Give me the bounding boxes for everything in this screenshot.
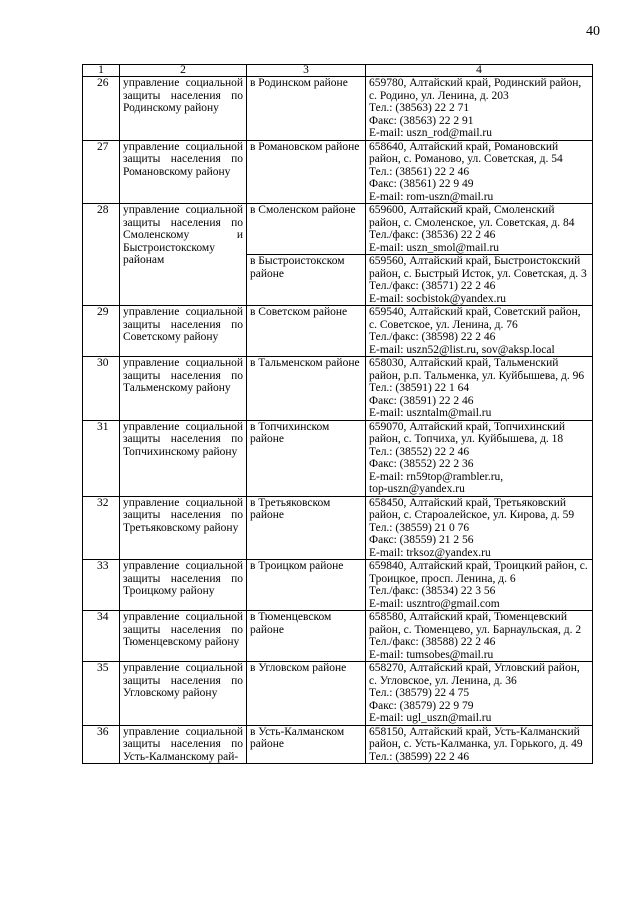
header-cell-1: 1 — [83, 65, 120, 77]
contact-line: Факс: (38552) 22 2 36 — [369, 458, 474, 470]
page-number: 40 — [586, 24, 600, 39]
contact-details — [366, 140, 593, 204]
organization-name: управление социальной защиты населения по Третьяковскому району — [120, 496, 247, 560]
contact-details — [366, 255, 593, 306]
row-number: 33 — [83, 560, 120, 611]
table-row — [83, 560, 593, 611]
organization-name: управление социальной защиты населения по Угловскому району — [120, 662, 247, 726]
organization-name: управление социальной защиты населения по Смоленскому и Быстроистокскому районам — [120, 204, 247, 306]
organization-name: управление социальной защиты населения по Троицкому району — [120, 560, 247, 611]
organization-name: управление социальной защиты населения по Тальменскому району — [120, 357, 247, 421]
contact-line: 658030, Алтайский край, Тальменский район, р.п. Тальменка, ул. Куйбышева, д. 96 — [369, 357, 585, 382]
contact-details — [366, 204, 593, 255]
contact-line: Тел.: (38579) 22 4 75 — [369, 687, 470, 699]
contact-line: E-mail: tumsobes@mail.ru — [369, 648, 494, 661]
organization-name: управление социальной защиты населения по Усть-Калманскому рай- — [120, 725, 247, 764]
contact-details — [366, 357, 593, 421]
contact-line: top-uszn@yandex.ru — [369, 483, 465, 495]
table-row — [83, 662, 593, 726]
contact-line: Тел.: (38591) 22 1 64 — [369, 382, 470, 394]
row-number: 30 — [83, 357, 120, 421]
contact-line: Тел.: (38552) 22 2 46 — [369, 445, 470, 458]
contact-line: Тел.: (38563) 22 2 71 — [369, 102, 470, 114]
organization-name: управление социальной защиты населения по Родинскому району — [120, 77, 247, 141]
contact-line: 659600, Алтайский край, Смоленский район, с. Смоленское, ул. Советская, д. 84 — [369, 204, 575, 229]
contact-line: 658270, Алтайский край, Угловский район, с. Угловское, ул. Ленина, д. 36 — [369, 662, 580, 687]
table-row — [83, 357, 593, 421]
contact-details — [366, 725, 593, 764]
header-cell-3: 3 — [247, 65, 366, 77]
row-number: 28 — [83, 204, 120, 306]
contact-line: Тел.: (38561) 22 2 46 — [369, 165, 470, 178]
contact-line: 659070, Алтайский край, Топчихинский район, с. Топчиха, ул. Куйбышева, д. 18 — [369, 420, 565, 445]
contact-line: E-mail: socbistok@yandex.ru — [369, 292, 507, 305]
district-name: в Романовском районе — [247, 140, 366, 204]
table-row — [83, 306, 593, 357]
row-number: 35 — [83, 662, 120, 726]
row-number: 32 — [83, 496, 120, 560]
district-name: в Усть-Калманском районе — [247, 725, 366, 764]
contact-line: 658450, Алтайский край, Третьяковский район, с. Староалейское, ул. Кирова, д. 59 — [369, 496, 575, 521]
contact-line: Тел.: (38599) 22 2 46 — [369, 750, 470, 763]
contact-line: Тел./факс: (38536) 22 2 46 — [369, 229, 496, 241]
contact-line: E-mail: uszn_rod@mail.ru — [369, 127, 493, 139]
contact-details — [366, 77, 593, 141]
contact-line: Факс: (38579) 22 9 79 — [369, 699, 474, 712]
table-row — [83, 725, 593, 764]
contact-line: Факс: (38559) 21 2 56 — [369, 534, 474, 546]
row-number: 26 — [83, 77, 120, 141]
contact-details — [366, 611, 593, 662]
contact-line: 659840, Алтайский край, Троицкий район, с. Троицкое, просп. Ленина, д. 6 — [369, 560, 588, 585]
organization-name: управление социальной защиты населения по Тюменцевскому району — [120, 611, 247, 662]
institutions-table — [82, 64, 593, 764]
district-name: в Смоленском районе — [247, 204, 366, 255]
district-name: в Тюменцевском районе — [247, 611, 366, 662]
contact-details — [366, 420, 593, 496]
district-name: в Угловском районе — [247, 662, 366, 726]
contact-line: E-mail: rn59top@rambler.ru, — [369, 470, 504, 483]
row-number: 27 — [83, 140, 120, 204]
contact-details — [366, 662, 593, 726]
contact-line: Факс: (38561) 22 9 49 — [369, 178, 474, 190]
district-name: в Быстроистокском районе — [247, 255, 366, 306]
contact-line: E-mail: uszn52@list.ru, sov@aksp.local — [369, 343, 555, 356]
contact-line: 658150, Алтайский край, Усть-Калманский район, с. Усть-Калманка, ул. Горького, д. 49 — [369, 725, 583, 750]
contact-line: Тел./факс: (38534) 22 3 56 — [369, 585, 496, 597]
contact-line: E-mail: uszntro@gmail.com — [369, 597, 500, 610]
contact-line: 659560, Алтайский край, Быстроистокский район, с. Быстрый Исток, ул. Советская, д. 3 — [369, 255, 587, 280]
contact-line: Тел.: (38559) 21 0 76 — [369, 521, 470, 534]
contact-line: Факс: (38563) 22 2 91 — [369, 114, 474, 127]
contact-line: 659540, Алтайский край, Советский район, с. Советское, ул. Ленина, д. 76 — [369, 306, 581, 331]
organization-name: управление социальной защиты населения по Советскому району — [120, 306, 247, 357]
district-name: в Третьяковском районе — [247, 496, 366, 560]
row-number: 36 — [83, 725, 120, 764]
contact-details — [366, 560, 593, 611]
district-name: в Советском районе — [247, 306, 366, 357]
district-name: в Топчихинском районе — [247, 420, 366, 496]
contact-line: E-mail: uszn_smol@mail.ru — [369, 241, 500, 254]
contact-line: 658640, Алтайский край, Романовский район, с. Романово, ул. Советская, д. 54 — [369, 140, 563, 165]
contact-line: E-mail: trksoz@yandex.ru — [369, 546, 491, 559]
table-row — [83, 611, 593, 662]
table-row — [83, 140, 593, 204]
organization-name: управление социальной защиты населения по Романовскому району — [120, 140, 247, 204]
row-number: 34 — [83, 611, 120, 662]
contact-line: 659780, Алтайский край, Родинский район, с. Родино, ул. Ленина, д. 203 — [369, 77, 582, 102]
district-name: в Троицком районе — [247, 560, 366, 611]
organization-name: управление социальной защиты населения по Топчихинскому району — [120, 420, 247, 496]
contact-details — [366, 496, 593, 560]
header-cell-4: 4 — [366, 65, 593, 77]
contact-line: Тел./факс: (38598) 22 2 46 — [369, 331, 496, 343]
row-number: 31 — [83, 420, 120, 496]
contact-line: E-mail: ugl_uszn@mail.ru — [369, 712, 492, 724]
table-row — [83, 77, 593, 141]
district-name: в Родинском районе — [247, 77, 366, 141]
table-row — [83, 204, 593, 255]
header-row — [83, 65, 593, 77]
contact-line: E-mail: rom-uszn@mail.ru — [369, 190, 494, 203]
table-row — [83, 496, 593, 560]
row-number: 29 — [83, 306, 120, 357]
header-cell-2: 2 — [120, 65, 247, 77]
contact-line: Факс: (38591) 22 2 46 — [369, 394, 474, 407]
contact-details — [366, 306, 593, 357]
contact-line: E-mail: uszntalm@mail.ru — [369, 407, 492, 419]
contact-line: Тел./факс: (38571) 22 2 46 — [369, 280, 496, 292]
table-row — [83, 420, 593, 496]
contact-line: Тел./факс: (38588) 22 2 46 — [369, 636, 496, 648]
district-name: в Тальменском районе — [247, 357, 366, 421]
contact-line: 658580, Алтайский край, Тюменцевский район, с. Тюменцево, ул. Барнаульская, д. 2 — [369, 611, 582, 636]
